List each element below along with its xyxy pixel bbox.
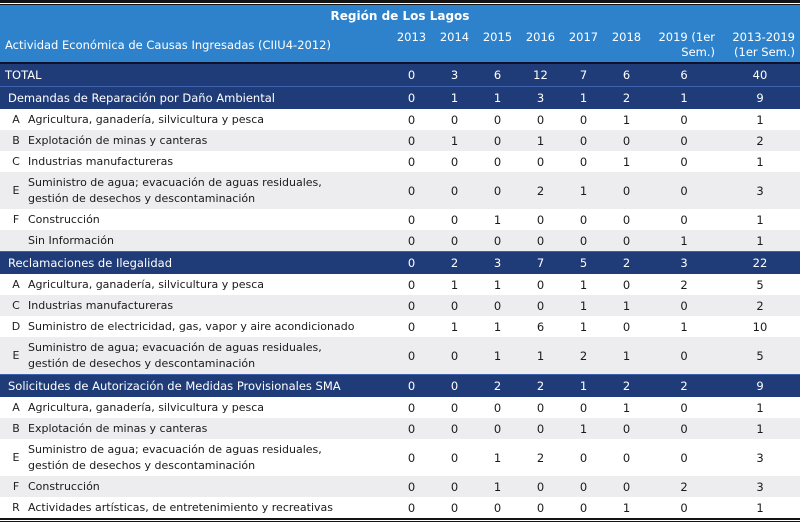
value-cell: 0: [450, 421, 459, 436]
activity-name: Agricultura, ganadería, silvicultura y pesca: [28, 113, 265, 126]
value-cell: 1: [622, 400, 631, 415]
value-cell: 1: [536, 133, 545, 148]
activity-code: A: [12, 113, 20, 126]
value-cell: 1: [622, 112, 631, 127]
value-cell: 0: [680, 348, 688, 363]
value-cell: 1: [756, 212, 764, 227]
year-column-header: 2019 (1er Sem.): [658, 29, 715, 59]
table-row: [0, 295, 800, 316]
value-cell: 3: [756, 450, 764, 465]
year-column-header: 2014: [439, 29, 470, 44]
value-cell: 6: [536, 319, 545, 334]
value-cell: 0: [450, 112, 459, 127]
value-cell: 0: [622, 212, 631, 227]
activity-code: F: [12, 480, 20, 493]
value-cell: 0: [407, 277, 416, 292]
value-cell: 1: [493, 450, 502, 465]
value-cell: 3: [536, 91, 545, 105]
row-label: [0, 320, 390, 333]
table-row: [0, 418, 800, 439]
value-cell: 0: [680, 450, 688, 465]
value-cell: 0: [536, 500, 545, 515]
value-cell: 0: [407, 400, 416, 415]
activity-name: Suministro de agua; evacuación de aguas residuales, gestión de desechos y descontaminación: [28, 443, 322, 472]
value-cell: 0: [493, 183, 502, 198]
activity-name: Industrias manufactureras: [28, 299, 174, 312]
activity-name: Agricultura, ganadería, silvicultura y pesca: [28, 401, 265, 414]
value-cell: 0: [622, 183, 631, 198]
value-cell: 0: [493, 112, 502, 127]
value-cell: 2: [450, 256, 459, 270]
value-cell: 0: [450, 298, 459, 313]
row-label: [0, 299, 390, 312]
table-row: [0, 497, 800, 518]
value-cell: 3: [450, 68, 459, 82]
row-label: [0, 340, 390, 371]
value-cell: 0: [622, 479, 631, 494]
value-cell: 1: [756, 233, 764, 248]
value-cell: 5: [756, 348, 764, 363]
row-label: [0, 480, 390, 493]
value-cell: 2: [536, 183, 545, 198]
row-label: [0, 134, 390, 147]
value-cell: 1: [756, 421, 764, 436]
value-cell: 1: [493, 212, 502, 227]
table-title: Región de Los Lagos: [0, 5, 800, 27]
value-cell: 0: [680, 133, 688, 148]
value-cell: 1: [622, 348, 631, 363]
activity-name: Sin Información: [28, 234, 114, 247]
value-cell: 1: [622, 500, 631, 515]
value-cell: 0: [450, 500, 459, 515]
value-cell: 1: [579, 91, 588, 105]
bottom-double-border: [0, 518, 800, 522]
value-cell: 40: [752, 68, 768, 82]
value-cell: 1: [450, 277, 459, 292]
row-label: [0, 401, 390, 414]
value-cell: 0: [450, 233, 459, 248]
value-cell: 2: [680, 479, 688, 494]
activity-code: B: [12, 422, 20, 435]
value-cell: 6: [493, 68, 502, 82]
table-row: [0, 337, 800, 374]
value-cell: 0: [680, 421, 688, 436]
value-cell: 0: [407, 379, 416, 393]
value-cell: 0: [579, 212, 588, 227]
value-cell: 1: [579, 379, 588, 393]
row-label: Reclamaciones de Ilegalidad: [8, 256, 173, 270]
row-label: [0, 155, 390, 168]
value-cell: 1: [579, 277, 588, 292]
value-cell: 0: [680, 500, 688, 515]
value-cell: 0: [579, 233, 588, 248]
row-label: Solicitudes de Autorización de Medidas Provisionales SMA: [8, 379, 341, 393]
value-cell: 2: [756, 298, 764, 313]
value-cell: 0: [407, 319, 416, 334]
value-cell: 1: [450, 133, 459, 148]
value-cell: 2: [680, 277, 688, 292]
activity-code: F: [12, 213, 20, 226]
value-cell: 1: [536, 348, 545, 363]
value-cell: 2: [493, 379, 502, 393]
value-cell: 12: [533, 68, 548, 82]
value-cell: 10: [752, 319, 768, 334]
table-row: [0, 476, 800, 497]
value-cell: 0: [407, 256, 416, 270]
row-label: [0, 422, 390, 435]
value-cell: 5: [756, 277, 764, 292]
value-cell: 0: [536, 112, 545, 127]
value-cell: 0: [450, 400, 459, 415]
section-header-row: [0, 374, 800, 397]
row-label: [0, 442, 390, 473]
value-cell: 0: [450, 212, 459, 227]
value-cell: 2: [536, 379, 545, 393]
value-cell: 0: [450, 479, 459, 494]
value-cell: 2: [756, 133, 764, 148]
activity-code: D: [11, 320, 21, 333]
value-cell: 0: [622, 133, 631, 148]
value-cell: 2: [579, 348, 588, 363]
value-cell: 0: [622, 233, 631, 248]
value-cell: 1: [579, 183, 588, 198]
value-cell: 3: [680, 256, 688, 270]
table-row: [0, 130, 800, 151]
value-cell: 0: [450, 450, 459, 465]
value-cell: 0: [407, 112, 416, 127]
value-cell: 9: [756, 91, 764, 105]
activity-name: Construcción: [28, 213, 100, 226]
value-cell: 0: [493, 500, 502, 515]
value-cell: 0: [680, 400, 688, 415]
row-label: [0, 278, 390, 291]
activity-name: Suministro de agua; evacuación de aguas residuales, gestión de desechos y descontaminación: [28, 176, 322, 205]
value-cell: 0: [407, 450, 416, 465]
value-cell: 9: [756, 379, 764, 393]
value-cell: 0: [407, 91, 416, 105]
value-cell: 1: [622, 154, 631, 169]
table-row: [0, 274, 800, 295]
activity-name: Actividades artísticas, de entretenimiento y recreativas: [28, 501, 334, 514]
year-column-header: 2013-2019 (1er Sem.): [732, 29, 795, 59]
value-cell: 3: [756, 479, 764, 494]
table-row: [0, 316, 800, 337]
activity-name: Agricultura, ganadería, silvicultura y pesca: [28, 278, 265, 291]
year-headers: [390, 30, 800, 60]
value-cell: 0: [493, 133, 502, 148]
value-cell: 0: [536, 298, 545, 313]
value-cell: 1: [493, 91, 502, 105]
row-label: TOTAL: [5, 68, 42, 82]
activity-code: B: [12, 134, 20, 147]
value-cell: 0: [493, 154, 502, 169]
value-cell: 0: [407, 421, 416, 436]
value-cell: 7: [536, 256, 545, 270]
value-cell: 1: [756, 400, 764, 415]
value-cell: 0: [493, 233, 502, 248]
value-cell: 0: [407, 298, 416, 313]
section-header-row: [0, 251, 800, 274]
value-cell: 0: [407, 154, 416, 169]
value-cell: 0: [622, 277, 631, 292]
value-cell: 0: [407, 500, 416, 515]
value-cell: 0: [680, 212, 688, 227]
activity-code: E: [12, 349, 20, 362]
value-cell: 0: [450, 154, 459, 169]
activity-name: Explotación de minas y canteras: [28, 134, 208, 147]
activity-code: C: [12, 155, 20, 168]
value-cell: 2: [536, 450, 545, 465]
year-column-header: 2013: [396, 29, 427, 44]
value-cell: 0: [680, 298, 688, 313]
table-row: [0, 172, 800, 209]
value-cell: 1: [756, 500, 764, 515]
activity-code: A: [12, 278, 20, 291]
section-header-row: [0, 86, 800, 109]
value-cell: 0: [493, 421, 502, 436]
value-cell: 2: [622, 256, 631, 270]
value-cell: 0: [450, 348, 459, 363]
value-cell: 5: [579, 256, 588, 270]
value-cell: 1: [756, 112, 764, 127]
activity-code: E: [12, 451, 20, 464]
activity-column-header: Actividad Económica de Causas Ingresadas (CIIU4-2012): [5, 37, 331, 52]
value-cell: 0: [536, 479, 545, 494]
value-cell: 1: [680, 319, 688, 334]
value-cell: 3: [756, 183, 764, 198]
activity-code: E: [12, 184, 20, 197]
row-label: [0, 113, 390, 126]
activity-name: Construcción: [28, 480, 100, 493]
row-label: [0, 501, 390, 514]
value-cell: 0: [680, 154, 688, 169]
table-row: [0, 109, 800, 130]
value-cell: 0: [407, 233, 416, 248]
value-cell: 0: [407, 348, 416, 363]
value-cell: 0: [407, 212, 416, 227]
value-cell: 22: [752, 256, 768, 270]
value-cell: 0: [622, 450, 631, 465]
row-label: [0, 213, 390, 226]
activity-name: Suministro de agua; evacuación de aguas residuales, gestión de desechos y descontaminación: [28, 341, 322, 370]
activity-code: R: [12, 501, 20, 514]
value-cell: 2: [680, 379, 688, 393]
value-cell: 6: [622, 68, 631, 82]
table-row: [0, 151, 800, 172]
value-cell: 0: [536, 233, 545, 248]
value-cell: 3: [493, 256, 502, 270]
value-cell: 1: [579, 319, 588, 334]
value-cell: 7: [579, 68, 588, 82]
value-cell: 1: [450, 91, 459, 105]
year-column-header: 2018: [611, 29, 642, 44]
value-cell: 6: [680, 68, 688, 82]
value-cell: 1: [680, 233, 688, 248]
value-cell: 1: [493, 319, 502, 334]
value-cell: 0: [407, 68, 416, 82]
activity-name: Suministro de electricidad, gas, vapor y aire acondicionado: [28, 320, 355, 333]
value-cell: 0: [680, 183, 688, 198]
row-label: [0, 175, 390, 206]
value-cell: 0: [407, 479, 416, 494]
value-cell: 0: [493, 298, 502, 313]
value-cell: 0: [579, 479, 588, 494]
value-cell: 0: [450, 183, 459, 198]
value-cell: 0: [680, 112, 688, 127]
value-cell: 0: [622, 319, 631, 334]
value-cell: 1: [579, 421, 588, 436]
value-cell: 2: [622, 91, 631, 105]
value-cell: 0: [493, 400, 502, 415]
value-cell: 0: [622, 421, 631, 436]
value-cell: 1: [493, 479, 502, 494]
value-cell: 0: [579, 500, 588, 515]
value-cell: 0: [579, 133, 588, 148]
value-cell: 0: [407, 133, 416, 148]
value-cell: 0: [579, 112, 588, 127]
value-cell: 0: [536, 212, 545, 227]
table-row: [0, 397, 800, 418]
value-cell: 0: [579, 154, 588, 169]
total-row: [0, 64, 800, 86]
activity-name: Explotación de minas y canteras: [28, 422, 208, 435]
year-column-header: 2017: [568, 29, 599, 44]
table-row: [0, 209, 800, 230]
value-cell: 0: [536, 154, 545, 169]
value-cell: 1: [579, 298, 588, 313]
column-header-row: [0, 27, 800, 64]
table-row: [0, 439, 800, 476]
activity-name: Industrias manufactureras: [28, 155, 174, 168]
value-cell: 0: [450, 379, 459, 393]
activity-code: A: [12, 401, 20, 414]
value-cell: 0: [579, 450, 588, 465]
value-cell: 0: [407, 183, 416, 198]
year-column-header: 2015: [482, 29, 513, 44]
value-cell: 1: [622, 298, 631, 313]
value-cell: 1: [493, 277, 502, 292]
activity-code: C: [12, 299, 20, 312]
value-cell: 0: [579, 400, 588, 415]
value-cell: 0: [536, 277, 545, 292]
year-column-header: 2016: [525, 29, 556, 44]
value-cell: 1: [493, 348, 502, 363]
table-body: [0, 64, 800, 518]
table-row: [0, 230, 800, 251]
value-cell: 1: [756, 154, 764, 169]
row-label: [0, 234, 390, 247]
value-cell: 1: [680, 91, 688, 105]
value-cell: 0: [536, 400, 545, 415]
value-cell: 2: [622, 379, 631, 393]
row-label: Demandas de Reparación por Daño Ambiental: [8, 91, 275, 105]
value-cell: 1: [450, 319, 459, 334]
value-cell: 0: [536, 421, 545, 436]
